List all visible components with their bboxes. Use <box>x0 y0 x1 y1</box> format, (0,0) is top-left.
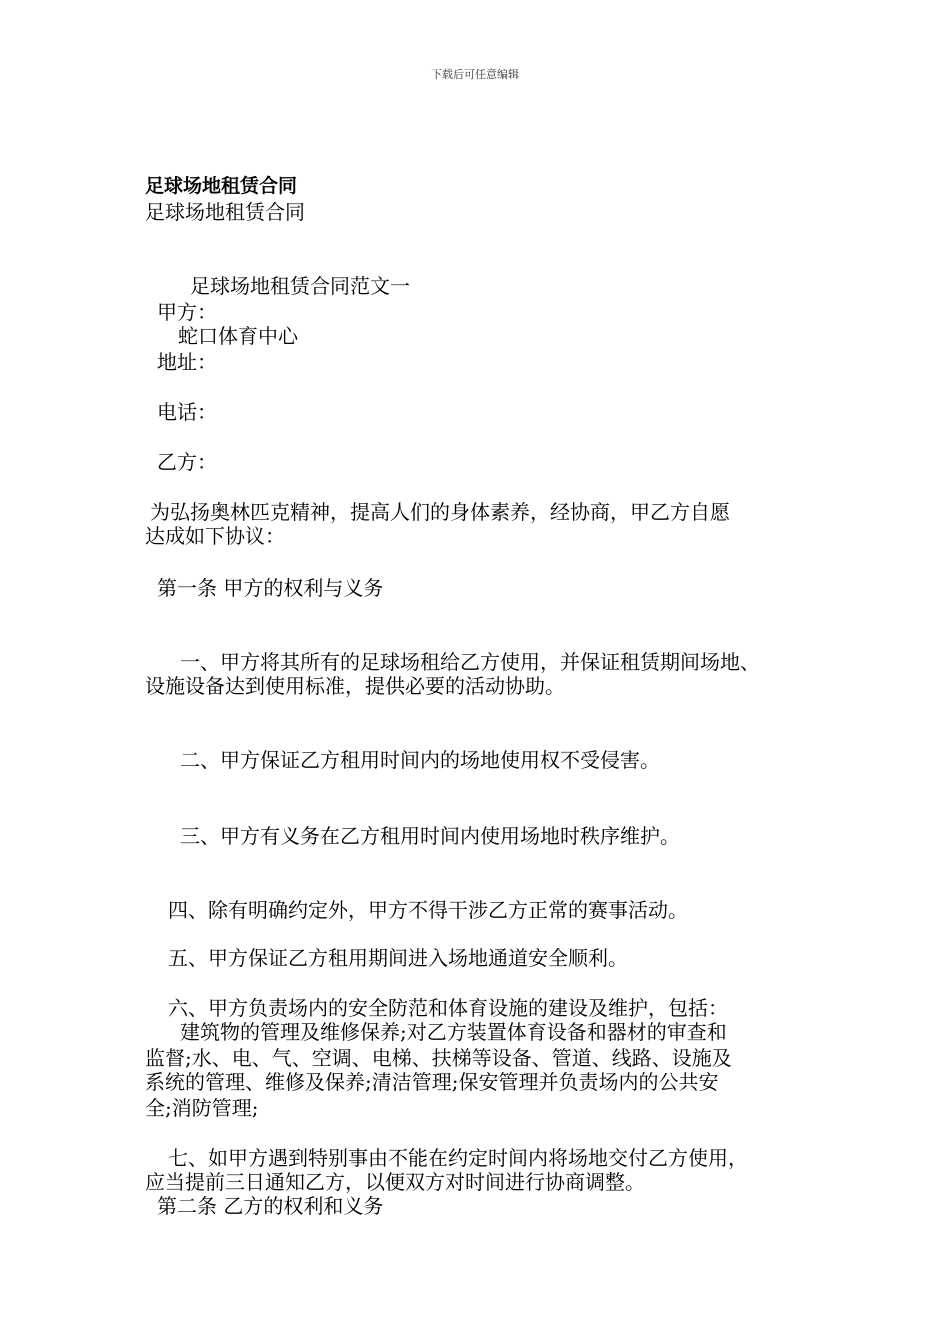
clause6-line-2: 建筑物的管理及维修保养;对乙方装置体育设备和器材的审查和 <box>180 1020 727 1044</box>
page-header-note: 下载后可任意编辑 <box>431 68 519 81</box>
clause3: 三、甲方有义务在乙方租用时间内使用场地时秩序维护。 <box>180 824 680 848</box>
clause5: 五、甲方保证乙方租用期间进入场地通道安全顺利。 <box>168 946 628 970</box>
article2-heading: 第二条 乙方的权利和义务 <box>157 1194 384 1218</box>
clause6-line-4: 系统的管理、维修及保养;清洁管理;保安管理并负责场内的公共安 <box>145 1070 719 1094</box>
clause1-line-1: 一、甲方将其所有的足球场租给乙方使用，并保证租赁期间场地、 <box>180 650 760 674</box>
preamble-line-2: 达成如下协议： <box>145 524 285 548</box>
phone-label: 电话： <box>157 400 217 424</box>
document-title: 足球场地租赁合同 <box>145 175 298 197</box>
party-a-name: 蛇口体育中心 <box>178 324 298 348</box>
party-b-label: 乙方： <box>157 450 217 474</box>
document-subtitle: 足球场地租赁合同 <box>145 200 305 224</box>
clause4: 四、除有明确约定外，甲方不得干涉乙方正常的赛事活动。 <box>168 898 688 922</box>
clause6-line-1: 六、甲方负责场内的安全防范和体育设施的建设及维护，包括： <box>168 996 728 1020</box>
clause2: 二、甲方保证乙方租用时间内的场地使用权不受侵害。 <box>180 748 660 772</box>
clause7-line-1: 七、如甲方遇到特别事由不能在约定时间内将场地交付乙方使用， <box>168 1146 748 1170</box>
clause7-line-2: 应当提前三日通知乙方，以便双方对时间进行协商调整。 <box>145 1170 645 1194</box>
address-label: 地址： <box>157 350 217 374</box>
clause1-line-2: 设施设备达到使用标准，提供必要的活动协助。 <box>145 674 565 698</box>
preamble-line-1: 为弘扬奥林匹克精神，提高人们的身体素养，经协商，甲乙方自愿 <box>150 500 730 524</box>
clause6-line-3: 监督;水、电、气、空调、电梯、扶梯等设备、管道、线路、设施及 <box>145 1046 732 1070</box>
party-a-label: 甲方： <box>157 300 217 324</box>
clause6-line-5: 全;消防管理; <box>145 1096 259 1120</box>
article1-heading: 第一条 甲方的权利与义务 <box>157 576 384 600</box>
sample-heading: 足球场地租赁合同范文一 <box>190 274 410 298</box>
